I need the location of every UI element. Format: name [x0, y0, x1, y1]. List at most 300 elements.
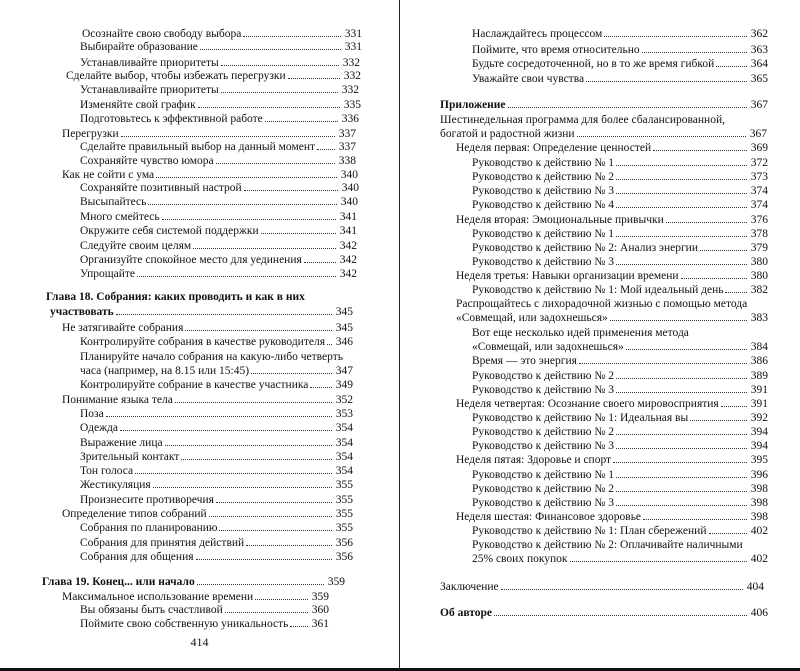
toc-entry	[80, 436, 353, 450]
toc-entry-page: 354	[335, 437, 353, 449]
toc-entry-page: 340	[340, 169, 358, 181]
toc-entry	[472, 184, 768, 198]
toc-entry-title: Руководство к действию № 2	[472, 426, 614, 438]
toc-entry-title: Неделя первая: Определение ценностей	[456, 142, 652, 154]
toc-entry-page: 354	[335, 422, 353, 434]
dot-leader	[137, 276, 336, 277]
dot-leader	[246, 545, 332, 546]
toc-entry	[80, 56, 360, 70]
toc-entry-page: 395	[750, 454, 768, 466]
toc-entry-page: 394	[750, 426, 768, 438]
dot-leader	[200, 49, 341, 50]
toc-entry-page: 380	[750, 256, 768, 268]
toc-entry-title: Выбирайте образование	[80, 41, 198, 53]
dot-leader	[653, 150, 747, 151]
toc-entry-page: 389	[750, 370, 768, 382]
toc-entry	[80, 181, 359, 195]
toc-entry	[80, 154, 356, 168]
toc-entry	[472, 354, 768, 368]
toc-entry-title: 25% своих покупок	[472, 553, 568, 565]
toc-entry-title: Руководство к действию № 3	[472, 185, 614, 197]
toc-entry	[440, 580, 764, 594]
toc-entry-page: 398	[750, 483, 768, 495]
toc-entry	[472, 425, 768, 439]
dot-leader	[185, 330, 332, 331]
toc-entry	[456, 311, 768, 325]
toc-entry-page: 346	[335, 336, 353, 348]
toc-entry-title: Произнесите противоречия	[80, 494, 214, 506]
toc-entry	[456, 453, 768, 467]
toc-entry	[456, 397, 768, 411]
toc-entry	[472, 156, 768, 170]
dot-leader	[304, 262, 336, 263]
toc-entry-page: 337	[338, 141, 356, 153]
dot-leader	[216, 163, 335, 164]
dot-leader	[616, 477, 747, 478]
toc-entry	[62, 393, 353, 407]
toc-entry-page: 404	[746, 581, 764, 593]
dot-leader	[288, 78, 340, 79]
toc-entry	[472, 326, 760, 340]
toc-entry-title: Время — это энергия	[472, 355, 577, 367]
dot-leader	[156, 177, 337, 178]
toc-entry-title: Не затягивайте собрания	[62, 322, 184, 334]
toc-entry	[82, 27, 362, 41]
dot-leader	[579, 363, 747, 364]
toc-entry-title: Сохраняйте чувство юмора	[80, 155, 214, 167]
toc-entry-title: Тон голоса	[80, 465, 134, 477]
toc-entry	[80, 253, 357, 267]
dot-leader	[193, 248, 336, 249]
toc-entry	[472, 538, 768, 552]
toc-entry-title: Зрительный контакт	[80, 451, 180, 463]
toc-entry-page: 394	[750, 440, 768, 452]
toc-entry-page: 353	[335, 408, 353, 420]
toc-entry-title: Будьте сосредоточенной, но в то же время гибкой	[472, 58, 715, 70]
toc-entry-title: Планируйте начало собрания на какую-либо четверть	[80, 351, 344, 363]
toc-entry-title: Неделя четвертая: Осознание своего мировосприятия	[456, 398, 719, 410]
toc-entry-title: Выражение лица	[80, 437, 163, 449]
toc-entry-page: 361	[311, 618, 329, 630]
dot-leader	[148, 204, 337, 205]
toc-entry-page: 331	[344, 28, 362, 40]
toc-entry	[46, 290, 340, 304]
toc-entry	[62, 168, 358, 182]
dot-leader	[310, 387, 332, 388]
dot-leader	[198, 107, 340, 108]
toc-entry	[80, 40, 362, 54]
dot-leader	[616, 207, 747, 208]
dot-leader	[616, 378, 747, 379]
toc-entry-page: 340	[340, 196, 358, 208]
dot-leader	[586, 81, 747, 82]
dot-leader	[616, 392, 747, 393]
toc-entry	[80, 450, 353, 464]
toc-entry-title: Определение типов собраний	[62, 508, 207, 520]
toc-entry-title: Руководство к действию № 3	[472, 440, 614, 452]
dot-leader	[243, 36, 341, 37]
dot-leader	[120, 430, 332, 431]
toc-entry-page: 384	[750, 341, 768, 353]
dot-leader	[261, 233, 336, 234]
dot-leader	[255, 599, 308, 600]
toc-entry-page: 359	[311, 591, 329, 603]
toc-entry-title: Руководство к действию № 1	[472, 157, 614, 169]
dot-leader	[175, 402, 332, 403]
toc-entry	[472, 227, 768, 241]
toc-entry	[80, 98, 361, 112]
page-number: 414	[190, 635, 209, 649]
toc-entry	[80, 550, 353, 564]
toc-entry-title: часа (например, на 8.15 или 15:45)	[80, 365, 250, 377]
toc-entry-title: Руководство к действию № 1: План сбережений	[472, 525, 707, 537]
toc-entry	[80, 267, 357, 281]
toc-entry	[80, 364, 353, 378]
toc-entry	[440, 113, 758, 127]
dot-leader	[135, 473, 332, 474]
toc-entry-page: 342	[339, 254, 357, 266]
toc-entry	[80, 378, 353, 392]
left-page	[0, 0, 400, 668]
dot-leader	[219, 530, 332, 531]
toc-entry-page: 341	[339, 211, 357, 223]
toc-entry	[472, 482, 768, 496]
toc-entry-title: Высыпайтесь	[80, 196, 147, 208]
dot-leader	[642, 52, 747, 53]
toc-entry-page: 345	[335, 306, 353, 318]
toc-entry	[472, 72, 768, 86]
toc-entry-page: 332	[342, 57, 360, 69]
toc-entry-title: Неделя вторая: Эмоциональные привычки	[456, 214, 664, 226]
toc-entry-page: 365	[750, 73, 768, 85]
toc-entry	[66, 69, 361, 83]
toc-entry	[456, 510, 768, 524]
dot-leader	[616, 193, 747, 194]
toc-entry	[472, 369, 768, 383]
toc-entry-title: Руководство к действию № 4	[472, 199, 614, 211]
toc-entry-title: Контролируйте собрания в качестве руководителя	[80, 336, 325, 348]
dot-leader	[681, 278, 747, 279]
toc-entry-title: Организуйте спокойное место для уединения	[80, 254, 302, 266]
toc-entry	[50, 305, 353, 319]
toc-entry-title: Руководство к действию № 3	[472, 497, 614, 509]
toc-entry-title: Собрания для общения	[80, 551, 194, 563]
toc-entry-title: Руководство к действию № 2	[472, 370, 614, 382]
toc-entry-title: Сделайте выбор, чтобы избежать перегрузки	[66, 70, 286, 82]
toc-entry-title: Сохраняйте позитивный настрой	[80, 182, 242, 194]
toc-entry-page: 338	[338, 155, 356, 167]
toc-entry-page: 391	[750, 398, 768, 410]
toc-entry-title: Упрощайте	[80, 268, 136, 280]
toc-entry-title: Вы обязаны быть счастливой	[80, 604, 223, 616]
dot-leader	[197, 584, 324, 585]
toc-entry-title: Жестикуляция	[80, 479, 151, 491]
toc-entry-page: 332	[341, 84, 359, 96]
toc-entry-title: «Совмещай, или задохнешься»	[456, 312, 608, 324]
toc-entry-title: Сделайте правильный выбор на данный момент	[80, 141, 316, 153]
toc-entry	[472, 439, 768, 453]
toc-entry-page: 342	[339, 240, 357, 252]
toc-entry-title: Неделя шестая: Финансовое здоровье	[456, 511, 642, 523]
toc-entry-page: 364	[750, 58, 768, 70]
toc-entry-title: Руководство к действию № 2	[472, 171, 614, 183]
toc-entry-title: Руководство к действию № 1: Мой идеальный день	[472, 284, 724, 296]
toc-entry	[472, 552, 768, 566]
dot-leader	[570, 561, 747, 562]
toc-entry-title: Поза	[80, 408, 104, 420]
toc-entry-page: 341	[339, 225, 357, 237]
toc-entry	[456, 141, 768, 155]
dot-leader	[221, 65, 339, 66]
toc-entry-page: 347	[335, 365, 353, 377]
toc-entry	[62, 321, 353, 335]
toc-entry-title: Наслаждайтесь процессом	[472, 28, 603, 40]
dot-leader	[666, 222, 747, 223]
toc-entry-page: 386	[750, 355, 768, 367]
toc-entry-title: Контролируйте собрание в качестве участника	[80, 379, 309, 391]
dot-leader	[209, 516, 332, 517]
toc-entry-title: Изменяйте свой график	[80, 99, 196, 111]
toc-entry-page: 392	[750, 412, 768, 424]
dot-leader	[317, 149, 335, 150]
dot-leader	[616, 165, 747, 166]
toc-entry-title: Заключение	[440, 581, 499, 593]
toc-entry-page: 342	[339, 268, 357, 280]
toc-entry-title: Неделя пятая: Здоровье и спорт	[456, 454, 612, 466]
toc-entry-title: Перегрузки	[62, 128, 119, 140]
toc-entry-page: 355	[335, 508, 353, 520]
toc-entry	[456, 213, 768, 227]
toc-entry-page: 367	[750, 99, 768, 111]
toc-entry-page: 363	[750, 44, 768, 56]
toc-entry	[472, 57, 768, 71]
toc-entry-page: 337	[338, 128, 356, 140]
toc-entry-page: 336	[341, 113, 359, 125]
dot-leader	[251, 373, 332, 374]
dot-leader	[290, 626, 308, 627]
toc-entry-title: Одежда	[80, 422, 119, 434]
toc-entry	[62, 127, 356, 141]
toc-entry-title: Глава 19. Конец... или начало	[42, 576, 195, 588]
toc-entry	[472, 340, 768, 354]
toc-entry	[80, 224, 357, 238]
dot-leader	[626, 349, 747, 350]
toc-entry	[80, 617, 329, 631]
toc-entry-title: Руководство к действию № 2: Анализ энергии	[472, 242, 698, 254]
dot-leader	[265, 121, 338, 122]
toc-entry	[80, 407, 353, 421]
toc-entry-page: 406	[750, 607, 768, 619]
toc-entry-title: Как не сойти с ума	[62, 169, 155, 181]
dot-leader	[716, 66, 747, 67]
dot-leader	[709, 533, 748, 534]
toc-entry-title: Собрания по планированию	[80, 522, 218, 534]
toc-entry	[472, 524, 768, 538]
toc-entry-title: Устанавливайте приоритеты	[80, 57, 219, 69]
dot-leader	[327, 344, 332, 345]
dot-leader	[613, 462, 747, 463]
toc-entry-page: 362	[750, 28, 768, 40]
dot-leader	[616, 491, 747, 492]
dot-leader	[616, 236, 747, 237]
dot-leader	[721, 406, 747, 407]
toc-entry	[456, 297, 774, 311]
toc-entry	[80, 536, 353, 550]
toc-entry-page: 402	[750, 553, 768, 565]
toc-entry-title: Осознайте свою свободу выбора	[82, 28, 242, 40]
toc-entry-title: Руководство к действию № 1: Идеальная вы	[472, 412, 689, 424]
toc-entry	[80, 603, 329, 617]
dot-leader	[196, 559, 332, 560]
toc-entry-title: участвовать	[50, 306, 114, 318]
dot-leader	[610, 320, 747, 321]
toc-entry	[80, 140, 356, 154]
toc-entry-title: Глава 18. Собрания: каких проводить и как в них	[46, 291, 305, 303]
dot-leader	[225, 612, 308, 613]
toc-entry-page: 367	[749, 128, 767, 140]
toc-entry-page: 398	[750, 497, 768, 509]
dot-leader	[181, 459, 332, 460]
toc-entry-page: 356	[335, 551, 353, 563]
toc-entry-page: 379	[750, 242, 768, 254]
toc-entry	[62, 507, 353, 521]
toc-entry	[440, 606, 768, 620]
toc-entry	[80, 83, 359, 97]
toc-entry	[80, 239, 357, 253]
toc-entry-title: Руководство к действию № 1	[472, 228, 614, 240]
toc-entry	[472, 43, 768, 57]
toc-entry-page: 383	[750, 312, 768, 324]
toc-entry	[472, 198, 768, 212]
toc-entry	[440, 98, 768, 112]
right-page	[400, 0, 800, 668]
toc-entry-title: Окружите себя системой поддержки	[80, 225, 259, 237]
toc-entry-page: 369	[750, 142, 768, 154]
toc-entry-page: 373	[750, 171, 768, 183]
toc-entry	[80, 350, 345, 364]
toc-entry	[472, 496, 768, 510]
toc-entry	[472, 468, 768, 482]
toc-entry-page: 402	[750, 525, 768, 537]
toc-entry	[80, 521, 353, 535]
toc-entry-title: богатой и радостной жизни	[440, 128, 575, 140]
dot-leader	[244, 190, 338, 191]
toc-entry-page: 355	[335, 479, 353, 491]
toc-entry-page: 345	[335, 322, 353, 334]
toc-entry-title: Руководство к действию № 1	[472, 469, 614, 481]
dot-leader	[162, 219, 336, 220]
toc-entry	[80, 210, 357, 224]
toc-entry-title: Вот еще несколько идей применения метода	[472, 327, 689, 339]
dot-leader	[106, 416, 332, 417]
dot-leader	[616, 179, 747, 180]
toc-entry-page: 349	[335, 379, 353, 391]
toc-entry-title: Понимание языка тела	[62, 394, 173, 406]
dot-leader	[494, 615, 747, 616]
toc-entry-page: 354	[335, 465, 353, 477]
dot-leader	[508, 107, 747, 108]
toc-entry-page: 335	[343, 99, 361, 111]
toc-entry-title: Руководство к действию № 3	[472, 256, 614, 268]
toc-entry-title: Руководство к действию № 3	[472, 384, 614, 396]
toc-entry-page: 374	[750, 199, 768, 211]
toc-entry-page: 340	[341, 182, 359, 194]
dot-leader	[616, 264, 747, 265]
dot-leader	[121, 136, 335, 137]
toc-entry	[80, 493, 353, 507]
toc-entry-page: 396	[750, 469, 768, 481]
toc-entry-title: Собрания для принятия действий	[80, 537, 245, 549]
toc-entry	[80, 464, 353, 478]
toc-entry	[42, 575, 345, 589]
toc-entry-title: Приложение	[440, 99, 506, 111]
toc-entry-title: Руководство к действию № 2: Оплачивайте наличными	[472, 539, 743, 551]
toc-entry-page: 352	[335, 394, 353, 406]
toc-entry-page: 355	[335, 522, 353, 534]
toc-entry	[472, 411, 768, 425]
toc-entry-page: 374	[750, 185, 768, 197]
toc-entry-page: 372	[750, 157, 768, 169]
dot-leader	[153, 487, 332, 488]
toc-entry	[80, 335, 353, 349]
toc-entry	[456, 269, 768, 283]
toc-entry	[80, 421, 353, 435]
dot-leader	[221, 92, 338, 93]
toc-entry-page: 354	[335, 451, 353, 463]
dot-leader	[501, 589, 743, 590]
toc-entry-title: Подготовьтесь к эффективной работе	[80, 113, 263, 125]
toc-entry	[440, 127, 767, 141]
toc-entry	[472, 170, 768, 184]
toc-entry-title: Руководство к действию № 2	[472, 483, 614, 495]
dot-leader	[165, 445, 332, 446]
dot-leader	[700, 250, 747, 251]
toc-entry-title: Устанавливайте приоритеты	[80, 84, 219, 96]
toc-entry-title: Уважайте свои чувства	[472, 73, 585, 85]
dot-leader	[616, 434, 747, 435]
toc-entry-title: Много смейтесь	[80, 211, 160, 223]
toc-entry-page: 378	[750, 228, 768, 240]
dot-leader	[577, 136, 746, 137]
toc-entry-page: 391	[750, 384, 768, 396]
toc-entry-title: Следуйте своим целям	[80, 240, 192, 252]
toc-entry-title: Поймите, что время относительно	[472, 44, 640, 56]
toc-entry-page: 360	[311, 604, 329, 616]
dot-leader	[216, 502, 332, 503]
toc-entry-title: Об авторе	[440, 607, 492, 619]
toc-entry	[472, 241, 768, 255]
toc-entry-page: 355	[335, 494, 353, 506]
toc-entry-title: Поймите свою собственную уникальность	[80, 618, 289, 630]
toc-entry-title: Шестинедельная программа для более сбалансированной,	[440, 114, 725, 126]
dot-leader	[604, 36, 747, 37]
toc-entry	[80, 112, 359, 126]
toc-entry-title: «Совмещай, или задохнешься»	[472, 341, 624, 353]
toc-entry-page: 356	[335, 537, 353, 549]
dot-leader	[616, 448, 747, 449]
toc-entry	[80, 195, 358, 209]
toc-entry-page: 376	[750, 214, 768, 226]
dot-leader	[690, 420, 747, 421]
toc-entry	[472, 283, 768, 297]
toc-entry-page: 331	[344, 41, 362, 53]
toc-entry-title: Распрощайтесь с лихорадочной жизнью с помощью метода	[456, 298, 748, 310]
toc-entry	[472, 383, 768, 397]
toc-entry-page: 359	[327, 576, 345, 588]
dot-leader	[116, 314, 332, 315]
toc-entry	[472, 27, 768, 41]
toc-entry	[472, 255, 768, 269]
